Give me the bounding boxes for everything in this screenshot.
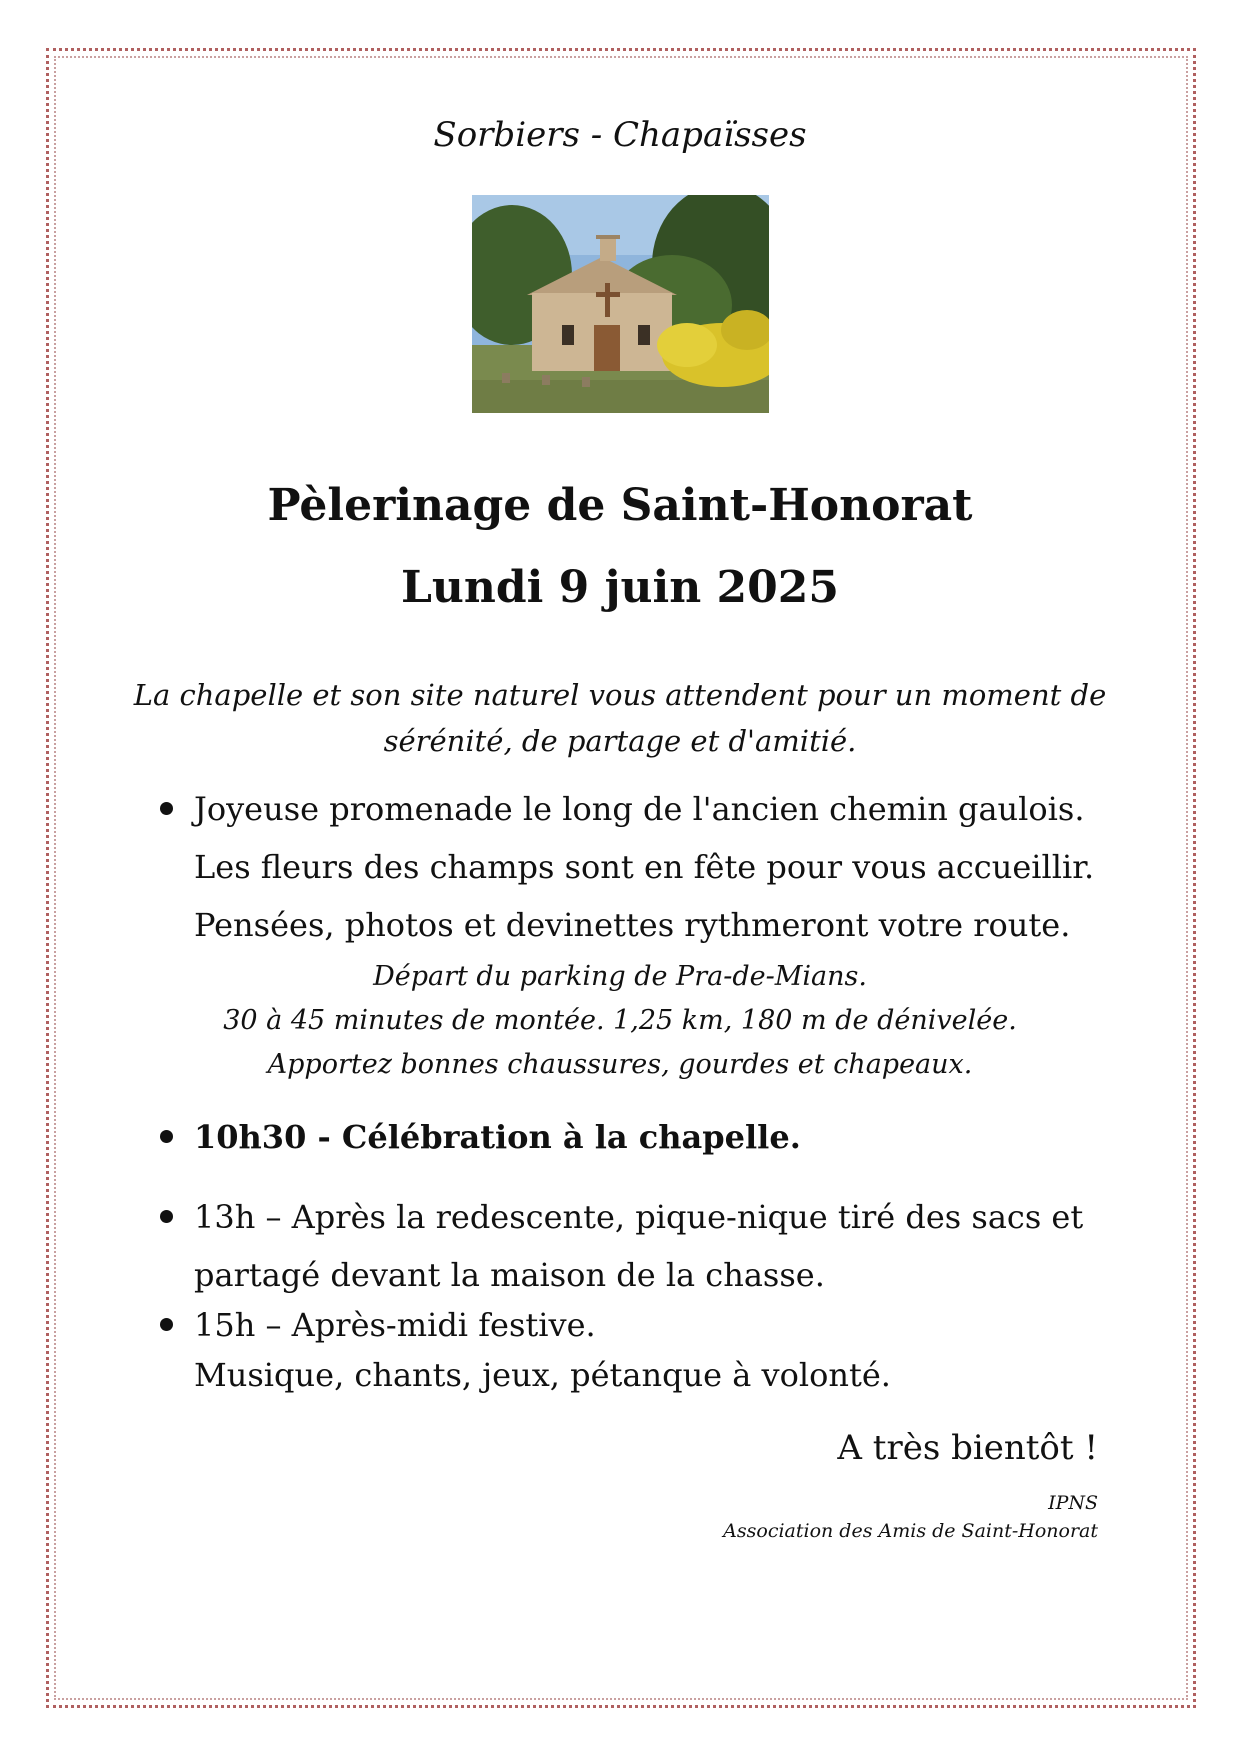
walk-line: Pensées, photos et devinettes rythmeront votre route. bbox=[194, 906, 1071, 944]
intro-line: La chapelle et son site naturel vous attendent pour un moment de bbox=[133, 678, 1107, 712]
picnic-line: partagé devant la maison de la chasse. bbox=[194, 1256, 825, 1294]
association-name: Association des Amis de Saint-Honorat bbox=[723, 1520, 1098, 1542]
bullet-icon bbox=[160, 802, 173, 815]
ipns-mention: IPNS bbox=[1048, 1492, 1098, 1514]
walk-line: Joyeuse promenade le long de l'ancien chemin gaulois. bbox=[194, 790, 1085, 828]
bullet-icon bbox=[160, 1210, 173, 1223]
intro-line: sérénité, de partage et d'amitié. bbox=[383, 724, 857, 758]
flyer bbox=[80, 60, 1160, 1690]
bullet-icon bbox=[160, 1130, 173, 1143]
walk-details bbox=[80, 955, 1160, 1087]
activities-text: Musique, chants, jeux, pétanque à volonté. bbox=[194, 1356, 891, 1394]
celebration-text: 10h30 - Célébration à la chapelle. bbox=[194, 1118, 801, 1156]
afternoon-text: 15h – Après-midi festive. bbox=[194, 1306, 596, 1344]
detail-line: Apportez bonnes chaussures, gourdes et chapeaux. bbox=[267, 1049, 973, 1080]
detail-line: Départ du parking de Pra-de-Mians. bbox=[373, 961, 867, 992]
event-name: Pèlerinage de Saint-Honorat bbox=[267, 480, 973, 531]
event-date: Lundi 9 juin 2025 bbox=[400, 562, 840, 613]
bullet-icon bbox=[160, 1318, 173, 1331]
location-heading: Sorbiers - Chapaïsses bbox=[433, 115, 807, 155]
detail-line: 30 à 45 minutes de montée. 1,25 km, 180 m de dénivelée. bbox=[223, 1005, 1017, 1036]
closing-text: A très bientôt ! bbox=[837, 1428, 1098, 1468]
intro-text bbox=[80, 672, 1160, 764]
chapel-photo bbox=[472, 195, 769, 413]
event-title bbox=[80, 465, 1160, 629]
picnic-line: 13h – Après la redescente, pique-nique tiré des sacs et bbox=[194, 1198, 1084, 1236]
walk-line: Les fleurs des champs sont en fête pour vous accueillir. bbox=[194, 848, 1095, 886]
